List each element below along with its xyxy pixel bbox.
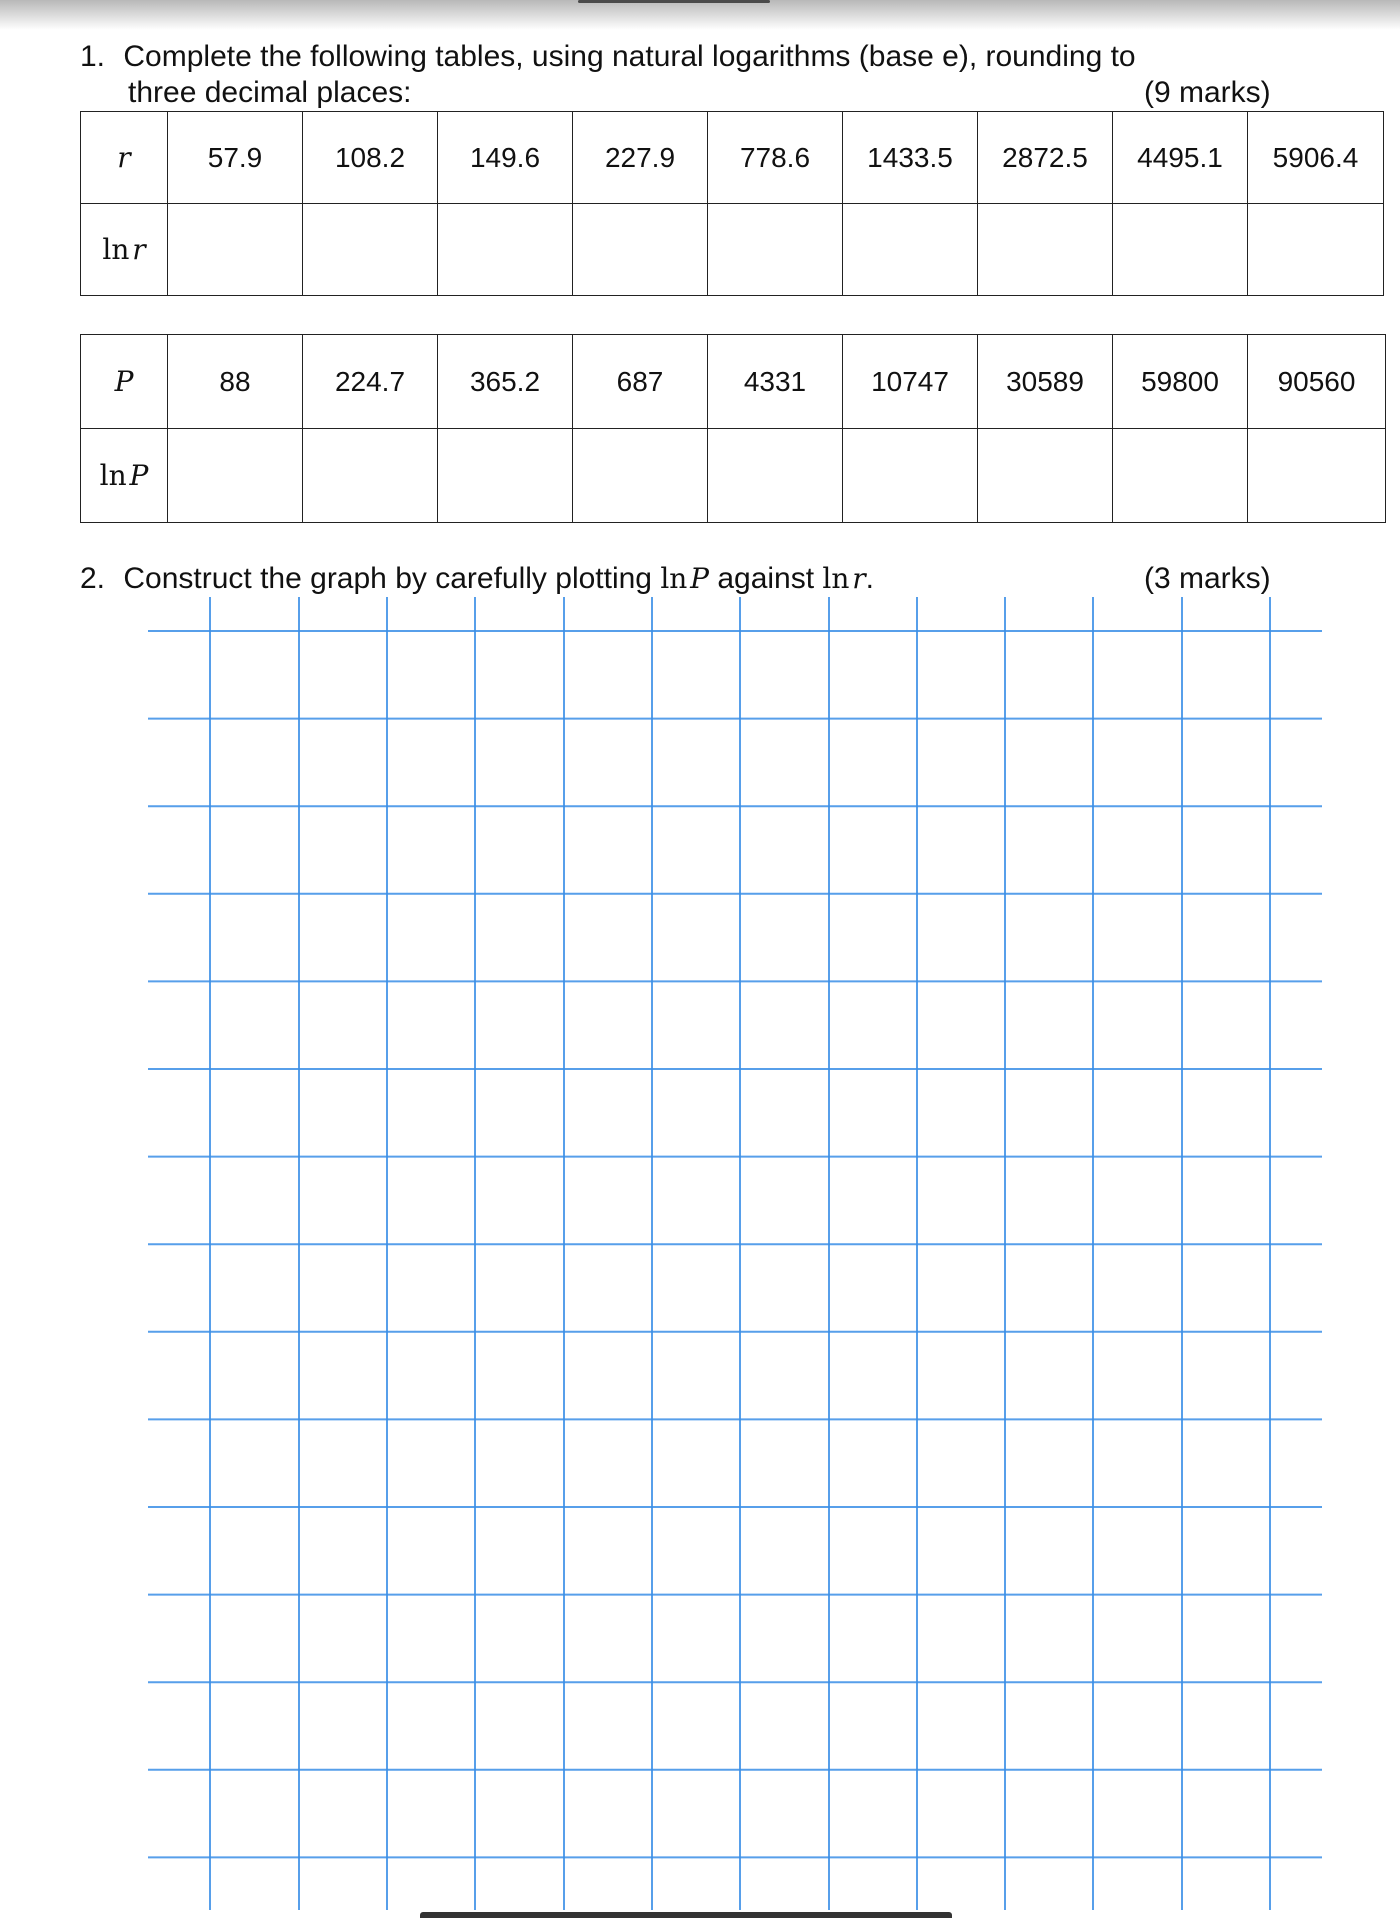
q2-marks: (3 marks) [1144, 562, 1271, 595]
table-r-value-cell: 1433.5 [843, 112, 978, 204]
table-p-value-cell: 90560 [1248, 335, 1386, 429]
q2-text-end: . [865, 562, 874, 595]
table-p-value-cell: 365.2 [438, 335, 573, 429]
q1-number: 1. [80, 40, 106, 73]
table-r-value-cell: 227.9 [573, 112, 708, 204]
table-r-value-cell: 778.6 [708, 112, 843, 204]
table-p-value-cell: 10747 [843, 335, 978, 429]
r-symbol: r [852, 562, 866, 595]
ln-function: ln [660, 562, 688, 595]
ln-function: ln [99, 459, 127, 492]
table-p-value-cell: 59800 [1113, 335, 1248, 429]
q1-text-line2: three decimal places: [128, 76, 412, 109]
p-symbol: P [690, 562, 709, 595]
r-symbol: r [117, 141, 131, 174]
table-r-value-cell: 2872.5 [978, 112, 1113, 204]
p-symbol: P [129, 459, 149, 492]
r-symbol: r [132, 233, 146, 266]
q2-number: 2. [80, 562, 106, 595]
table-r-value-cell: 149.6 [438, 112, 573, 204]
ln-function: ln [102, 233, 130, 266]
bottom-handle-bar [420, 1912, 952, 1918]
q1-marks: (9 marks) [1144, 76, 1271, 109]
q1-text-line1: Complete the following tables, using natural logarithms (base e), rounding to [123, 40, 1136, 73]
table-r-value-cell: 57.9 [168, 112, 303, 204]
p-symbol: P [114, 365, 134, 398]
table-p-value-cell: 30589 [978, 335, 1113, 429]
table-r-value-cell: 4495.1 [1113, 112, 1248, 204]
table-p-value-cell: 687 [573, 335, 708, 429]
q2-text-middle: against [717, 562, 815, 595]
table-p-value-cell: 88 [168, 335, 303, 429]
table-p-value-cell: 4331 [708, 335, 843, 429]
q2-text-before: Construct the graph by carefully plotting [123, 562, 652, 595]
table-p-value-cell: 224.7 [303, 335, 438, 429]
table-r-value-cell: 108.2 [303, 112, 438, 204]
table-r-value-cell: 5906.4 [1248, 112, 1384, 204]
ln-function: ln [822, 562, 850, 595]
